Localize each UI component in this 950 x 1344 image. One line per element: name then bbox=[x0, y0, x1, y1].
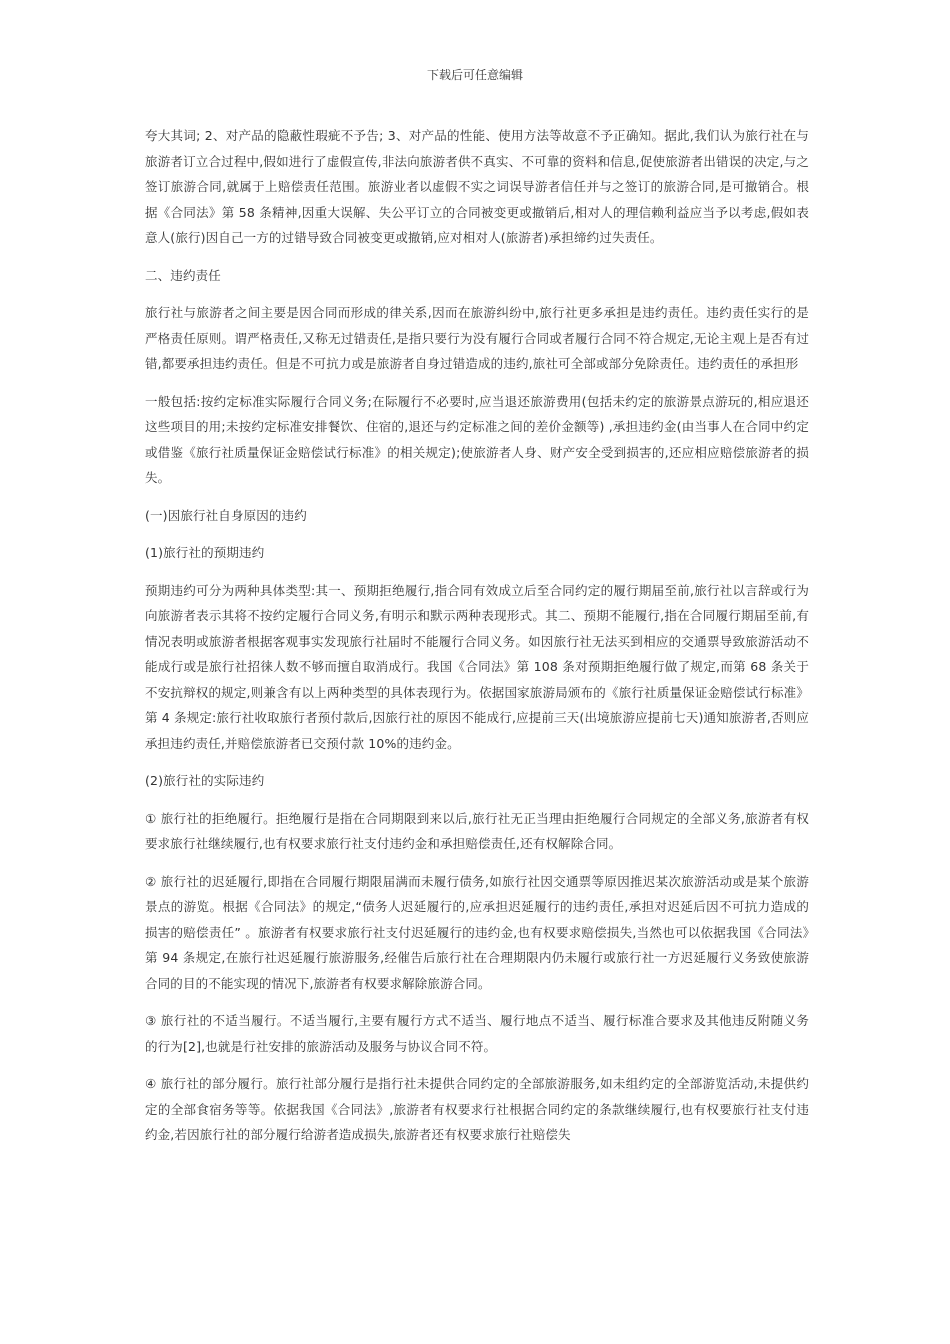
paragraph: 一般包括:按约定标准实际履行合同义务;在际履行不必要时,应当退还旅游费用(包括未约定的旅游景点游玩的,相应退还这些项目的用;未按约定标准安排餐饮、住宿的,退还与约定标准之间的差价金额等) ,承担违约金(由当事人在合同中约定或借鉴《旅行社质量保证金赔偿试行标准》的相关规定);使旅游者人身、财产安全受到损害的,还应相应赔偿旅游者的损失。 bbox=[145, 393, 809, 485]
paragraph: 夸大其词; 2、对产品的隐蔽性瑕疵不予告; 3、对产品的性能、使用方法等故意不予正确知。据此,我们认为旅行社在与旅游者订立合过程中,假如进行了虚假宣传,非法向旅游者供不真实、不可靠的资料和信息,促使旅游者出错误的决定,与之签订旅游合同,就属于上赔偿责任范围。旅游业者以虚假不实之词误导游者信任并与之签订的旅游合同,是可撤销合。根据《合同法》第 58 条精神,因重大误解、失公平订立的合同被变更或撤销后,相对人的理信赖利益应当予以考虑,假如表意人(旅行)因自己一方的过错导致合同被变更或撤销,应对相对人(旅游者)承担缔约过失责任。 bbox=[145, 128, 809, 245]
paragraph: ③ 旅行社的不适当履行。不适当履行,主要有履行方式不适当、履行地点不适当、履行标准合要求及其他违反附随义务的行为[2],也就是行社安排的旅游活动及服务与协议合同不符。 bbox=[145, 1013, 809, 1054]
paragraph: 旅行社与旅游者之间主要是因合同而形成的律关系,因而在旅游纠纷中,旅行社更多承担是违约责任。违约责任实行的是严格责任原则。谓严格责任,又称无过错责任,是指只要行为没有履行合同或者履行合同不符合规定,无论主观上是否有过错,都要承担违约责任。但是不可抗力或是旅游者自身过错造成的违约,旅社可全部或部分免除责任。违约责任的承担形 bbox=[145, 305, 809, 371]
paragraph: 预期违约可分为两种具体类型:其一、预期拒绝履行,指合同有效成立后至合同约定的履行期届至前,旅行社以言辞或行为向旅游者表示其将不按约定履行合同义务,有明示和默示两种表现形式。其二、预期不能履行,指在合同履行期届至前,有情况表明或旅游者根据客观事实发现旅行社届时不能履行合同义务。如因旅行社无法买到相应的交通票导致旅游活动不能成行或是旅行社招徕人数不够而擅自取消成行。我国《合同法》第 108 条对预期拒绝履行做了规定,而第 68 条关于不安抗辩权的规定,则兼含有以上两种类型的具体表现行为。依据国家旅游局颁布的《旅行社质量保证金赔偿试行标准》第 4 条规定:旅行社收取旅行者预付款后,因旅行社的原因不能成行,应提前三天(出境旅游应提前七天)通知旅游者,否则应承担违约责任,并赔偿旅游者已交预付款 10%的违约金。 bbox=[145, 582, 809, 751]
subsection-heading: (一)因旅行社自身原因的违约 bbox=[145, 507, 307, 523]
subsection-heading: (2)旅行社的实际违约 bbox=[145, 773, 265, 788]
paragraph: ④ 旅行社的部分履行。旅行社部分履行是指行社未提供合同约定的全部旅游服务,如未组约定的全部游览活动,未提供约定的全部食宿务等等。依据我国《合同法》,旅游者有权要求行社根据合同约定的条款继续履行,也有权要旅行社支付违约金,若因旅行社的部分履行给游者造成损失,旅游者还有权要求旅行社赔偿失 bbox=[145, 1076, 809, 1142]
page-header: 下载后可任意编辑 bbox=[426, 68, 523, 82]
paragraph: ② 旅行社的迟延履行,即指在合同履行期限届满而未履行债务,如旅行社因交通票等原因推迟某次旅游活动或是某个旅游景点的游览。根据《合同法》的规定,“债务人迟延履行的,应承担迟延履行的违约责任,承担对迟延后因不可抗力造成的损害的赔偿责任” 。旅游者有权要求旅行社支付迟延履行的违约金,也有权要求赔偿损失,当然也可以依据我国《合同法》第 94 条规定,在旅行社迟延履行旅游服务,经催告后旅行社在合理期限内仍未履行或旅行社一方迟延履行义务致使旅游合同的目的不能实现的情况下,旅游者有权要求解除旅游合同。 bbox=[145, 873, 809, 991]
subsection-heading: (1)旅行社的预期违约 bbox=[145, 545, 265, 560]
paragraph: ① 旅行社的拒绝履行。拒绝履行是指在合同期限到来以后,旅行社无正当理由拒绝履行合同规定的全部义务,旅游者有权要求旅行社继续履行,也有权要求旅行社支付违约金和承担赔偿责任,还有权解除合同。 bbox=[145, 810, 809, 851]
section-heading: 二、违约责任 bbox=[145, 267, 221, 283]
document-body bbox=[145, 123, 809, 1160]
